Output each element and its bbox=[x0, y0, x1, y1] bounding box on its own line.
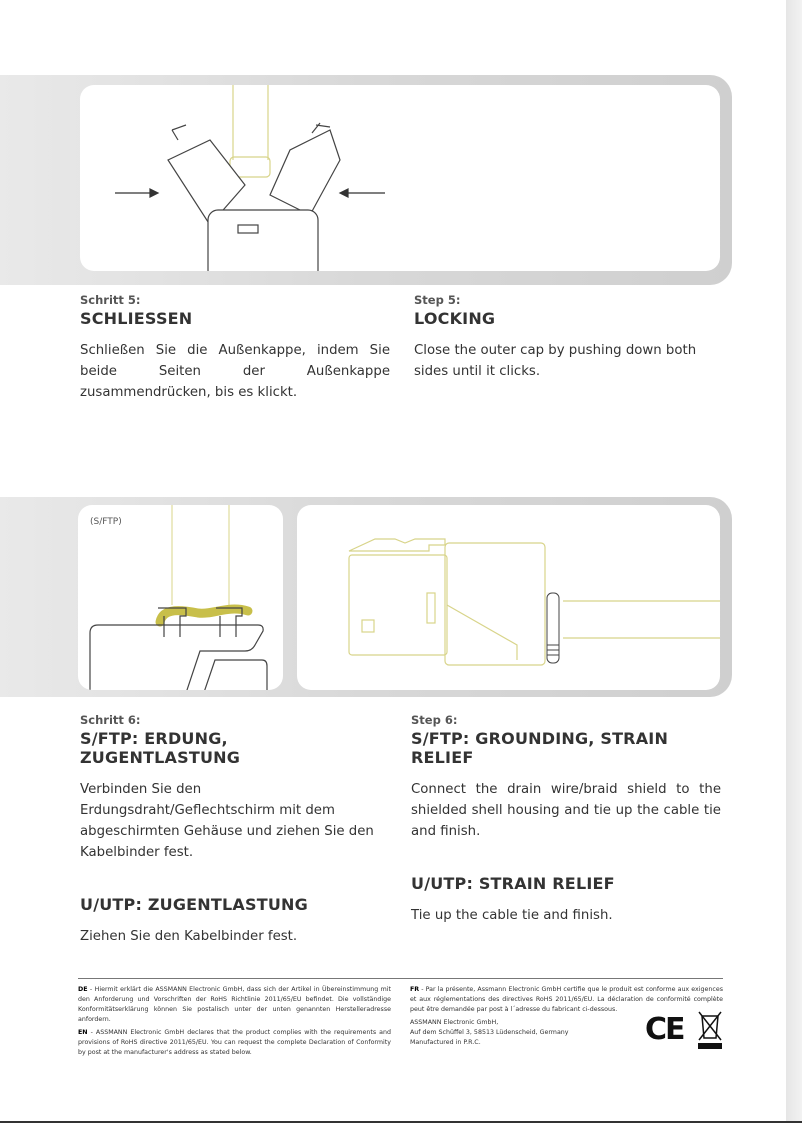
step-text: Close the outer cap by pushing down both sides until it clicks. bbox=[414, 343, 697, 379]
step-label: Schritt 5: bbox=[80, 293, 141, 307]
step-subtext: Ziehen Sie den Kabelbinder fest. bbox=[80, 929, 298, 944]
step-title: S/FTP: ERDUNG, ZUGENTLASTUNG bbox=[80, 729, 241, 767]
footer-divider bbox=[78, 978, 723, 979]
lang-code: EN bbox=[78, 1029, 88, 1036]
step5-de bbox=[80, 293, 390, 403]
step-text: Verbinden Sie den Erdungsdraht/Geflechtschirm mit dem abgeschirmten Gehäuse und ziehen Sie den Kabelbinder fest. bbox=[80, 782, 374, 860]
declaration-de: - Hiermit erklärt die ASSMANN Electronic GmbH, dass sich der Artikel in Übereinstimmung mit den Anforderung und Vorschriften der RoHS Richtlinie 2011/65/EU befindet. Die vollständige Konformitätserklärung können Sie postalisch unter der unten genannten Herstelleradresse anfordern. bbox=[78, 986, 391, 1023]
step-title: S/FTP: GROUNDING, STRAIN RELIEF bbox=[411, 729, 669, 767]
declaration-fr: - Par la présente, Assmann Electronic GmbH certifie que le produit est conforme aux exigences et aux réglementations des directives RoHS 2011/65/EU. La déclaration de conformité complète peut être demandée par post à l´adresse du fabricant ci-dessous. bbox=[410, 986, 723, 1013]
company-name: ASSMANN Electronic GmbH, bbox=[410, 1019, 499, 1026]
step-subtitle: U/UTP: STRAIN RELIEF bbox=[411, 874, 615, 893]
grounding-diagram bbox=[78, 505, 283, 690]
step-subtext: Tie up the cable tie and finish. bbox=[411, 908, 613, 923]
step-label: Schritt 6: bbox=[80, 713, 141, 727]
step-text: Schließen Sie die Außenkappe, indem Sie beide Seiten der Außenkappe zusammendrücken, bis es klickt. bbox=[80, 343, 390, 400]
lang-code: FR bbox=[410, 986, 420, 993]
cable-tie-diagram bbox=[297, 505, 720, 690]
ce-mark-icon: CE bbox=[645, 1012, 684, 1047]
step-subtitle: U/UTP: ZUGENTLASTUNG bbox=[80, 895, 308, 914]
company-address: Auf dem Schüffel 3, 58513 Lüdenscheid, Germany bbox=[410, 1029, 569, 1036]
declaration-en: - ASSMANN Electronic GmbH declares that the product complies with the requirements and provisions of RoHS directive 2011/65/EU. You can request the complete Declaration of Conformity by post at the manufacturer's address as stated below. bbox=[78, 1029, 391, 1056]
step-label: Step 6: bbox=[411, 713, 458, 727]
page-edge bbox=[786, 0, 802, 1123]
lang-code: DE bbox=[78, 986, 88, 993]
step6-de bbox=[80, 713, 390, 947]
step-title: SCHLIESSEN bbox=[80, 309, 193, 328]
image-label: (S/FTP) bbox=[90, 517, 122, 527]
step-label: Step 5: bbox=[414, 293, 461, 307]
step6-en bbox=[411, 713, 721, 926]
step-title: LOCKING bbox=[414, 309, 496, 328]
step5-en bbox=[414, 293, 724, 382]
step6-sftp-illustration bbox=[78, 505, 283, 690]
step6-cable-tie-illustration bbox=[297, 505, 720, 690]
step-text: Connect the drain wire/braid shield to the shielded shell housing and tie up the cable tie and finish. bbox=[411, 782, 721, 839]
step5-illustration bbox=[80, 85, 720, 271]
footer-de-en bbox=[78, 985, 391, 1061]
locking-diagram bbox=[80, 85, 720, 271]
manufactured-in: Manufactured in P.R.C. bbox=[410, 1039, 481, 1046]
weee-bin-icon bbox=[697, 1010, 723, 1052]
